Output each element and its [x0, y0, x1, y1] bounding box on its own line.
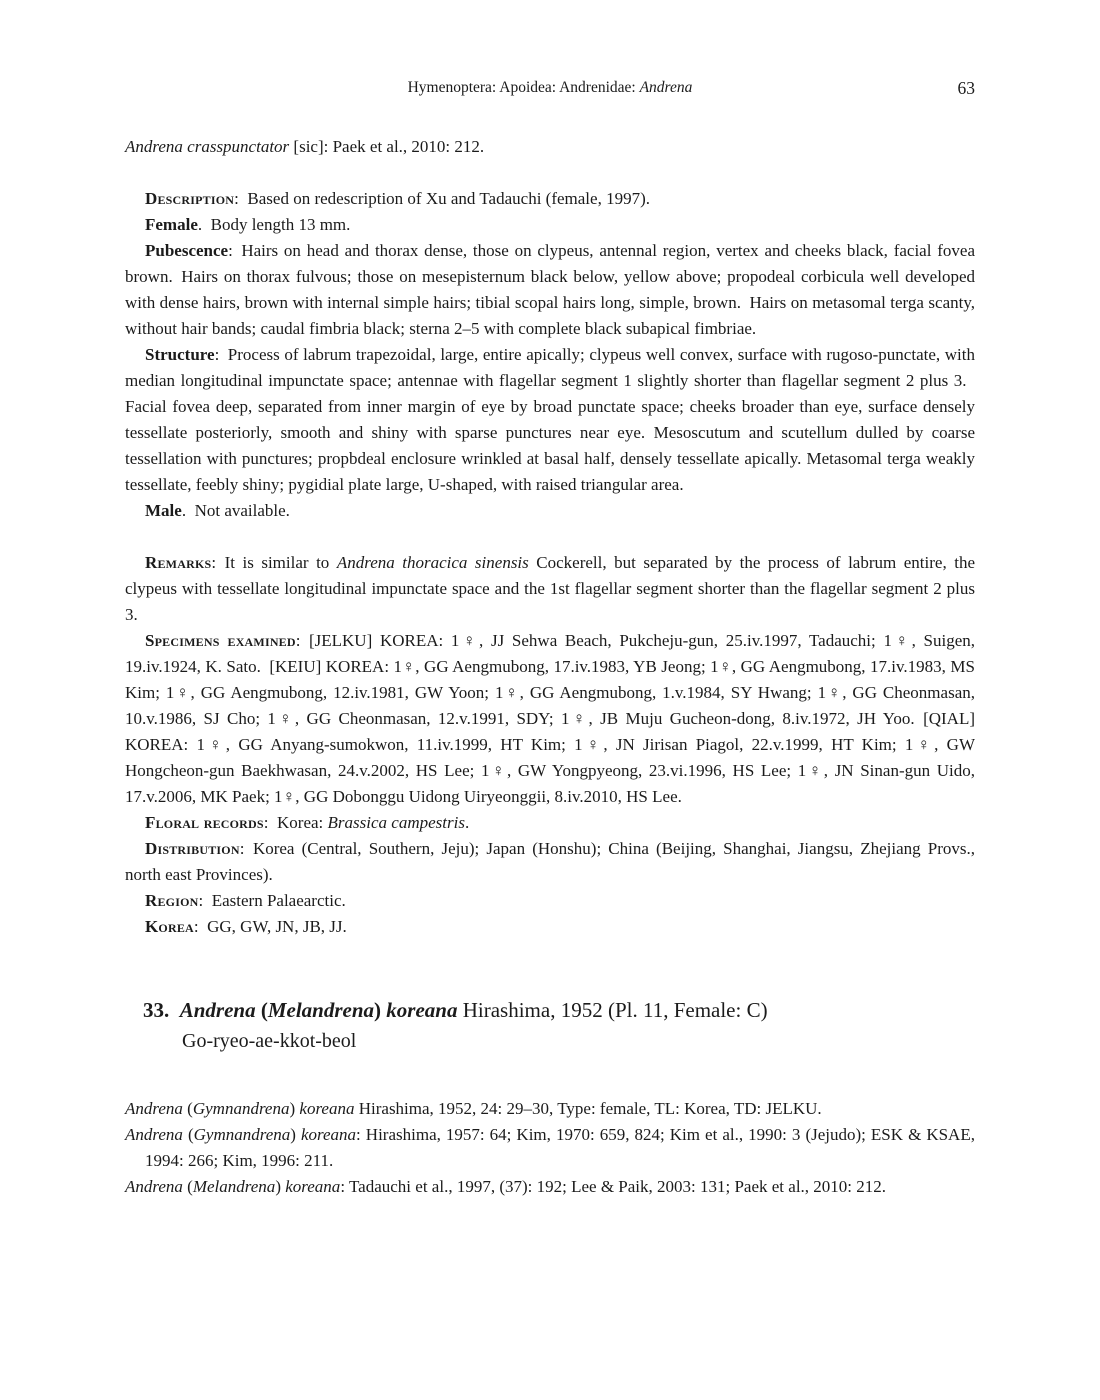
synonymy-entry — [125, 1122, 975, 1174]
description-paragraph — [125, 186, 975, 212]
text-segment: ( — [255, 998, 268, 1022]
floral-records-paragraph — [125, 810, 975, 836]
text-segment: Korea — [145, 917, 194, 936]
text-segment: koreana — [299, 1099, 355, 1118]
text-segment: : GG, GW, JN, JB, JJ. — [193, 917, 347, 936]
text-segment: Andrena — [125, 1099, 183, 1118]
text-segment: koreana — [285, 1177, 341, 1196]
text-segment: Andrena crasspunctator — [125, 137, 290, 156]
female-paragraph — [125, 212, 975, 238]
synonym-citation-line — [125, 134, 975, 160]
text-segment: . Not available. — [181, 501, 290, 520]
text-segment: : It is similar to — [211, 553, 337, 572]
text-segment: Floral records — [145, 813, 264, 832]
text-segment: [sic]: Paek et al., 2010: 212. — [289, 137, 485, 156]
text-segment: Go-ryeo-ae-kkot-beol — [182, 1030, 357, 1052]
pubescence-paragraph — [125, 238, 975, 342]
text-segment: Female — [145, 215, 198, 234]
text-segment: : Korea: — [263, 813, 328, 832]
text-segment: : Based on redescription of Xu and Tadauchi (female, 1997). — [234, 189, 650, 208]
text-segment: Hirashima, 1952, 24: 29–30, Type: female, TL: Korea, TD: JELKU. — [354, 1099, 822, 1118]
text-segment: koreana — [386, 998, 458, 1022]
text-segment: Pubescence — [145, 241, 229, 260]
text-segment: Region — [145, 891, 199, 910]
text-segment: ) — [289, 1099, 300, 1118]
text-segment: . Body length 13 mm. — [197, 215, 351, 234]
remarks-paragraph — [125, 550, 975, 628]
text-segment: ( — [182, 1099, 193, 1118]
korea-paragraph — [125, 914, 975, 940]
text-segment: ( — [182, 1177, 193, 1196]
text-segment: Distribution — [145, 839, 240, 858]
running-head — [125, 76, 975, 100]
specimens-examined-paragraph — [125, 628, 975, 810]
text-segment: . — [464, 813, 470, 832]
running-head-text: Hymenoptera: Apoidea: Andrenidae: — [407, 79, 640, 96]
distribution-paragraph — [125, 836, 975, 888]
species-heading — [125, 994, 975, 1026]
text-segment: 33. — [143, 998, 180, 1022]
text-segment: Hirashima, 1952 (Pl. 11, Female: C) — [457, 998, 768, 1022]
text-segment: Andrena — [125, 1177, 183, 1196]
text-segment: : Eastern Palaearctic. — [198, 891, 346, 910]
text-segment: Male — [145, 501, 182, 520]
text-segment: ) — [290, 1125, 301, 1144]
text-segment: ) — [275, 1177, 286, 1196]
text-segment: ) — [374, 998, 387, 1022]
running-head-genus: Andrena — [639, 79, 693, 96]
text-segment: : Hairs on head and thorax dense, those on clypeus, antennal region, vertex and cheeks black, facial fovea brown. Hairs on thorax fulvous; those on mesepisternum black below, yellow above; propodeal corbicula well developed with dense hairs, brown with internal simple hairs; tibial scopal hairs long, simple, brown. Hairs on metasomal terga scanty, without hair bands; caudal fimbria black; sterna 2–5 with complete black subapical fimbriae. — [125, 241, 975, 338]
synonymy-entry — [125, 1096, 975, 1122]
text-segment: ( — [182, 1125, 194, 1144]
korean-vernacular-name — [125, 1026, 975, 1056]
text-segment: Structure — [145, 345, 215, 364]
text-segment: Specimens examined — [145, 631, 296, 650]
text-segment: Gymnandrena — [192, 1099, 290, 1118]
page-header — [125, 76, 975, 100]
text-segment: : [JELKU] KOREA: 1♀, JJ Sehwa Beach, Pukcheju-gun, 25.iv.1997, Tadauchi; 1♀, Suigen, 19.iv.1924, K. Sato. [KEIU] KOREA: 1♀, GG Aengmubong, 17.iv.1983, YB Jeong; 1♀, GG Aengmubong, 17.iv.1983, MS Kim; 1♀, GG Aengmubong, 12.iv.1981, GW Yoon; 1♀, GG Aengmubong, 1.v.1984, SY Hwang; 1♀, GG Cheonmasan, 10.v.1986, SJ Cho; 1♀, GG Cheonmasan, 12.v.1991, SDY; 1♀, JB Muju Gucheon-dong, 8.iv.1972, JH Yoo. [QIAL] KOREA: 1♀, GG Anyang-sumokwon, 11.iv.1999, HT Kim; 1♀, JN Jirisan Piagol, 22.v.1999, HT Kim; 1♀, GW Hongcheon-gun Baekhwasan, 24.v.2002, HS Lee; 1♀, GW Yongpyeong, 23.vi.1996, HS Lee; 1♀, JN Sinan-gun Uido, 17.v.2006, MK Paek; 1♀, GG Dobonggu Uidong Uiryeonggii, 8.iv.2010, HS Lee. — [125, 631, 975, 806]
text-segment: : Hirashima, 1957: 64; Kim, 1970: 659, 824; Kim et al., 1990: 3 (Jejudo); ESK & KSAE, 1994: 266; Kim, 1996: 211. — [145, 1125, 975, 1170]
page-body — [125, 134, 975, 1200]
text-segment: Melandrena — [192, 1177, 276, 1196]
text-segment: : Korea (Central, Southern, Jeju); Japan (Honshu); China (Beijing, Shanghai, Jiangsu, Zhejiang Provs., north east Provinces). — [125, 839, 975, 884]
text-segment: Cockerell, but separated by the process of labrum entire, the clypeus with tessellate longitudinal impunctate space and the 1st flagellar segment shorter than the flagellar segment 2 plus 3. — [125, 553, 975, 624]
text-segment: Brassica campestris — [327, 813, 465, 832]
text-segment: Description — [145, 189, 235, 208]
text-segment: : Process of labrum trapezoidal, large, entire apically; clypeus well convex, surface with rugoso-punctate, with median longitudinal impunctate space; antennae with flagellar segment 1 slightly shorter than flagellar segment 2 plus 3. Facial fovea deep, separated from inner margin of eye by broad punctate space; cheeks broader than eye, surface densely tessellate posteriorly, smooth and shiny with sparse punctures near eye. Mesoscutum and scutellum dulled by coarse tessellation with punctures; propbdeal enclosure wrinkled at basal half, densely tessellate apically. Metasomal terga weakly tessellate, feebly shiny; pygidial plate large, U-shaped, with raised triangular area. — [125, 345, 975, 494]
text-segment: Andrena — [125, 1125, 183, 1144]
region-paragraph — [125, 888, 975, 914]
text-segment: Andrena thoracica sinensis — [336, 553, 529, 572]
page-number: 63 — [957, 78, 975, 98]
text-segment: Remarks — [145, 553, 212, 572]
male-paragraph — [125, 498, 975, 524]
text-segment: koreana — [300, 1125, 357, 1144]
structure-paragraph — [125, 342, 975, 498]
synonymy-entry — [125, 1174, 975, 1200]
text-segment: Gymnandrena — [193, 1125, 291, 1144]
text-segment: Melandrena — [267, 998, 375, 1022]
text-segment: : Tadauchi et al., 1997, (37): 192; Lee & Paik, 2003: 131; Paek et al., 2010: 212. — [340, 1177, 887, 1196]
text-segment: Andrena — [179, 998, 256, 1022]
